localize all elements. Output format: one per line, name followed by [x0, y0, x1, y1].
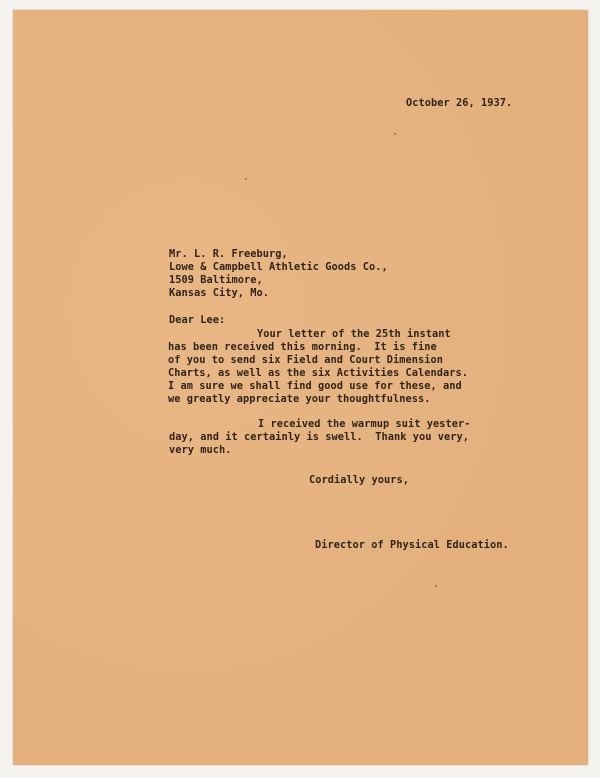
- recipient-company: Lowe & Campbell Athletic Goods Co.,: [169, 261, 388, 273]
- letter-date: October 26, 1937.: [406, 97, 513, 109]
- paragraph-line: Charts, as well as the six Activities Calendars.: [168, 367, 468, 379]
- paragraph-line: Your letter of the 25th instant: [257, 328, 451, 340]
- signature-title: Director of Physical Education.: [315, 539, 509, 551]
- recipient-address: [169, 248, 388, 300]
- letter-page: [13, 10, 588, 765]
- paragraph-line: very much.: [169, 444, 232, 456]
- paragraph-line: has been received this morning. It is fine: [168, 341, 437, 353]
- salutation: Dear Lee:: [169, 314, 226, 326]
- paragraph-line: I am sure we shall find good use for these, and: [168, 380, 462, 392]
- paper-speck: [435, 585, 437, 587]
- closing: Cordially yours,: [309, 474, 409, 486]
- recipient-name: Mr. L. R. Freeburg,: [169, 248, 288, 260]
- paper-speck: [245, 178, 247, 180]
- body-paragraph-2: [169, 418, 470, 457]
- recipient-street: 1509 Baltimore,: [169, 274, 263, 286]
- body-paragraph-1: [168, 328, 468, 406]
- paper-speck: [394, 133, 396, 135]
- paragraph-line: I received the warmup suit yester-: [258, 418, 471, 430]
- paragraph-line: of you to send six Field and Court Dimension: [168, 354, 443, 366]
- paragraph-line: day, and it certainly is swell. Thank you very,: [169, 431, 469, 443]
- recipient-city: Kansas City, Mo.: [169, 287, 269, 299]
- paragraph-line: we greatly appreciate your thoughtfulness.: [168, 393, 431, 405]
